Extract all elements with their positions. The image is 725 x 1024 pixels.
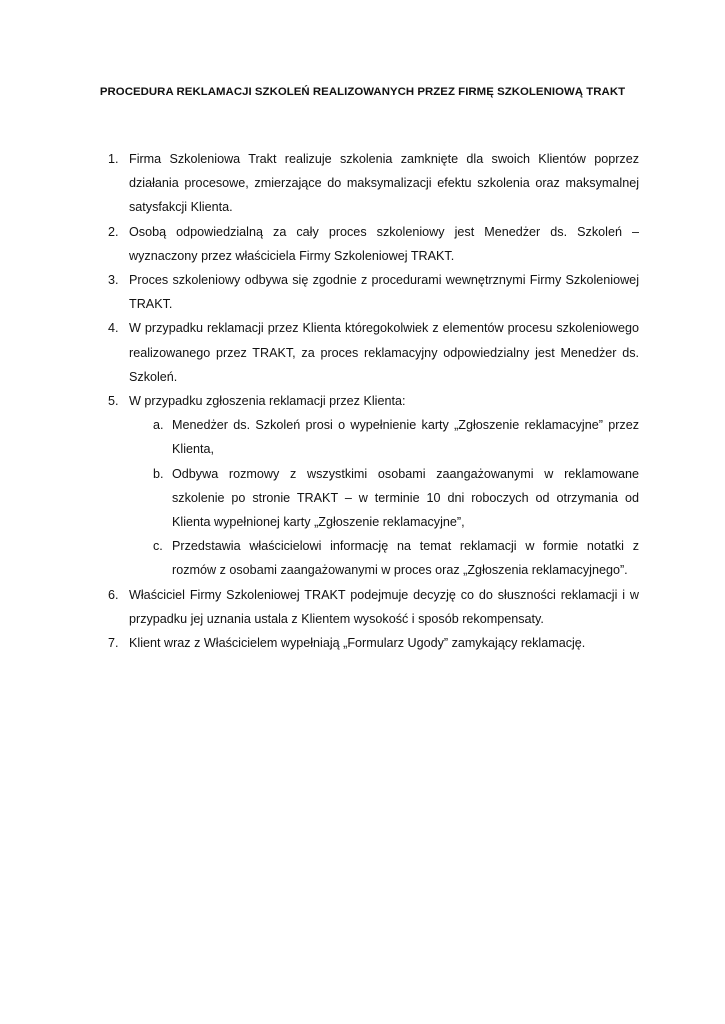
list-item-number: 1.: [108, 152, 119, 166]
list-item-number: 3.: [108, 273, 119, 288]
list-item-number: 5.: [108, 394, 119, 409]
list-item-7: [108, 631, 639, 655]
list-item-number: 4.: [108, 321, 119, 336]
list-item-text: W przypadku zgłoszenia reklamacji przez Klienta:: [129, 394, 406, 409]
list-item-6: [108, 583, 639, 631]
list-item-text: Firma Szkoleniowa Trakt realizuje szkolenia zamknięte dla swoich Klientów poprzez działania procesowe, zmierzające do maksymalizacji efektu szkolenia oraz maksymalnej satysfakcji Klienta.: [129, 152, 639, 215]
list-item-3: [108, 268, 639, 316]
list-item-1: [108, 147, 639, 220]
sub-item-letter: b.: [153, 466, 164, 481]
sub-item-text: Przedstawia właścicielowi informację na temat reklamacji w formie notatki z rozmów z osobami zaangażowanymi w proces oraz „Zgłoszenia reklamacyjnego”.: [172, 539, 639, 578]
list-item-5: [108, 389, 639, 413]
procedure-list: [108, 147, 639, 655]
list-item-4: [108, 316, 639, 389]
sub-item-b: [108, 462, 639, 535]
list-item-2: [108, 220, 639, 268]
sub-item-c: [108, 534, 639, 582]
sub-item-text: Odbywa rozmowy z wszystkimi osobami zaangażowanymi w reklamowane szkolenie po stronie TRAKT – w terminie 10 dni roboczych od otrzymania od Klienta wypełnionej karty „Zgłoszenie reklamacyjne”,: [172, 466, 639, 530]
list-item-text: Klient wraz z Właścicielem wypełniają „Formularz Ugody” zamykający reklamację.: [129, 636, 586, 651]
sub-item-letter: c.: [153, 539, 163, 554]
list-item-number: 2.: [108, 224, 119, 239]
sub-item-text: Menedżer ds. Szkoleń prosi o wypełnienie karty „Zgłoszenie reklamacyjne” przez Klienta,: [172, 418, 639, 457]
list-item-number: 6.: [108, 587, 119, 602]
list-item-text: Proces szkoleniowy odbywa się zgodnie z procedurami wewnętrznymi Firmy Szkoleniowej TRAKT.: [129, 273, 639, 312]
sub-item-a: [108, 413, 639, 461]
sub-list: [108, 413, 639, 582]
list-item-text: Właściciel Firmy Szkoleniowej TRAKT podejmuje decyzję co do słuszności reklamacji i w przypadku jej uznania ustala z Klientem wysokość i sposób rekompensaty.: [129, 587, 639, 626]
sub-item-letter: a.: [153, 418, 164, 433]
list-item-text: Osobą odpowiedzialną za cały proces szkoleniowy jest Menedżer ds. Szkoleń – wyznaczony przez właściciela Firmy Szkoleniowej TRAKT.: [129, 224, 639, 263]
document-title: PROCEDURA REKLAMACJI SZKOLEŃ REALIZOWANYCH PRZEZ FIRMĘ SZKOLENIOWĄ TRAKT: [99, 86, 626, 98]
list-item-text: W przypadku reklamacji przez Klienta któregokolwiek z elementów procesu szkoleniowego realizowanego przez TRAKT, za proces reklamacyjny odpowiedzialny jest Menedżer ds. Szkoleń.: [129, 321, 639, 384]
list-item-number: 7.: [108, 636, 119, 651]
